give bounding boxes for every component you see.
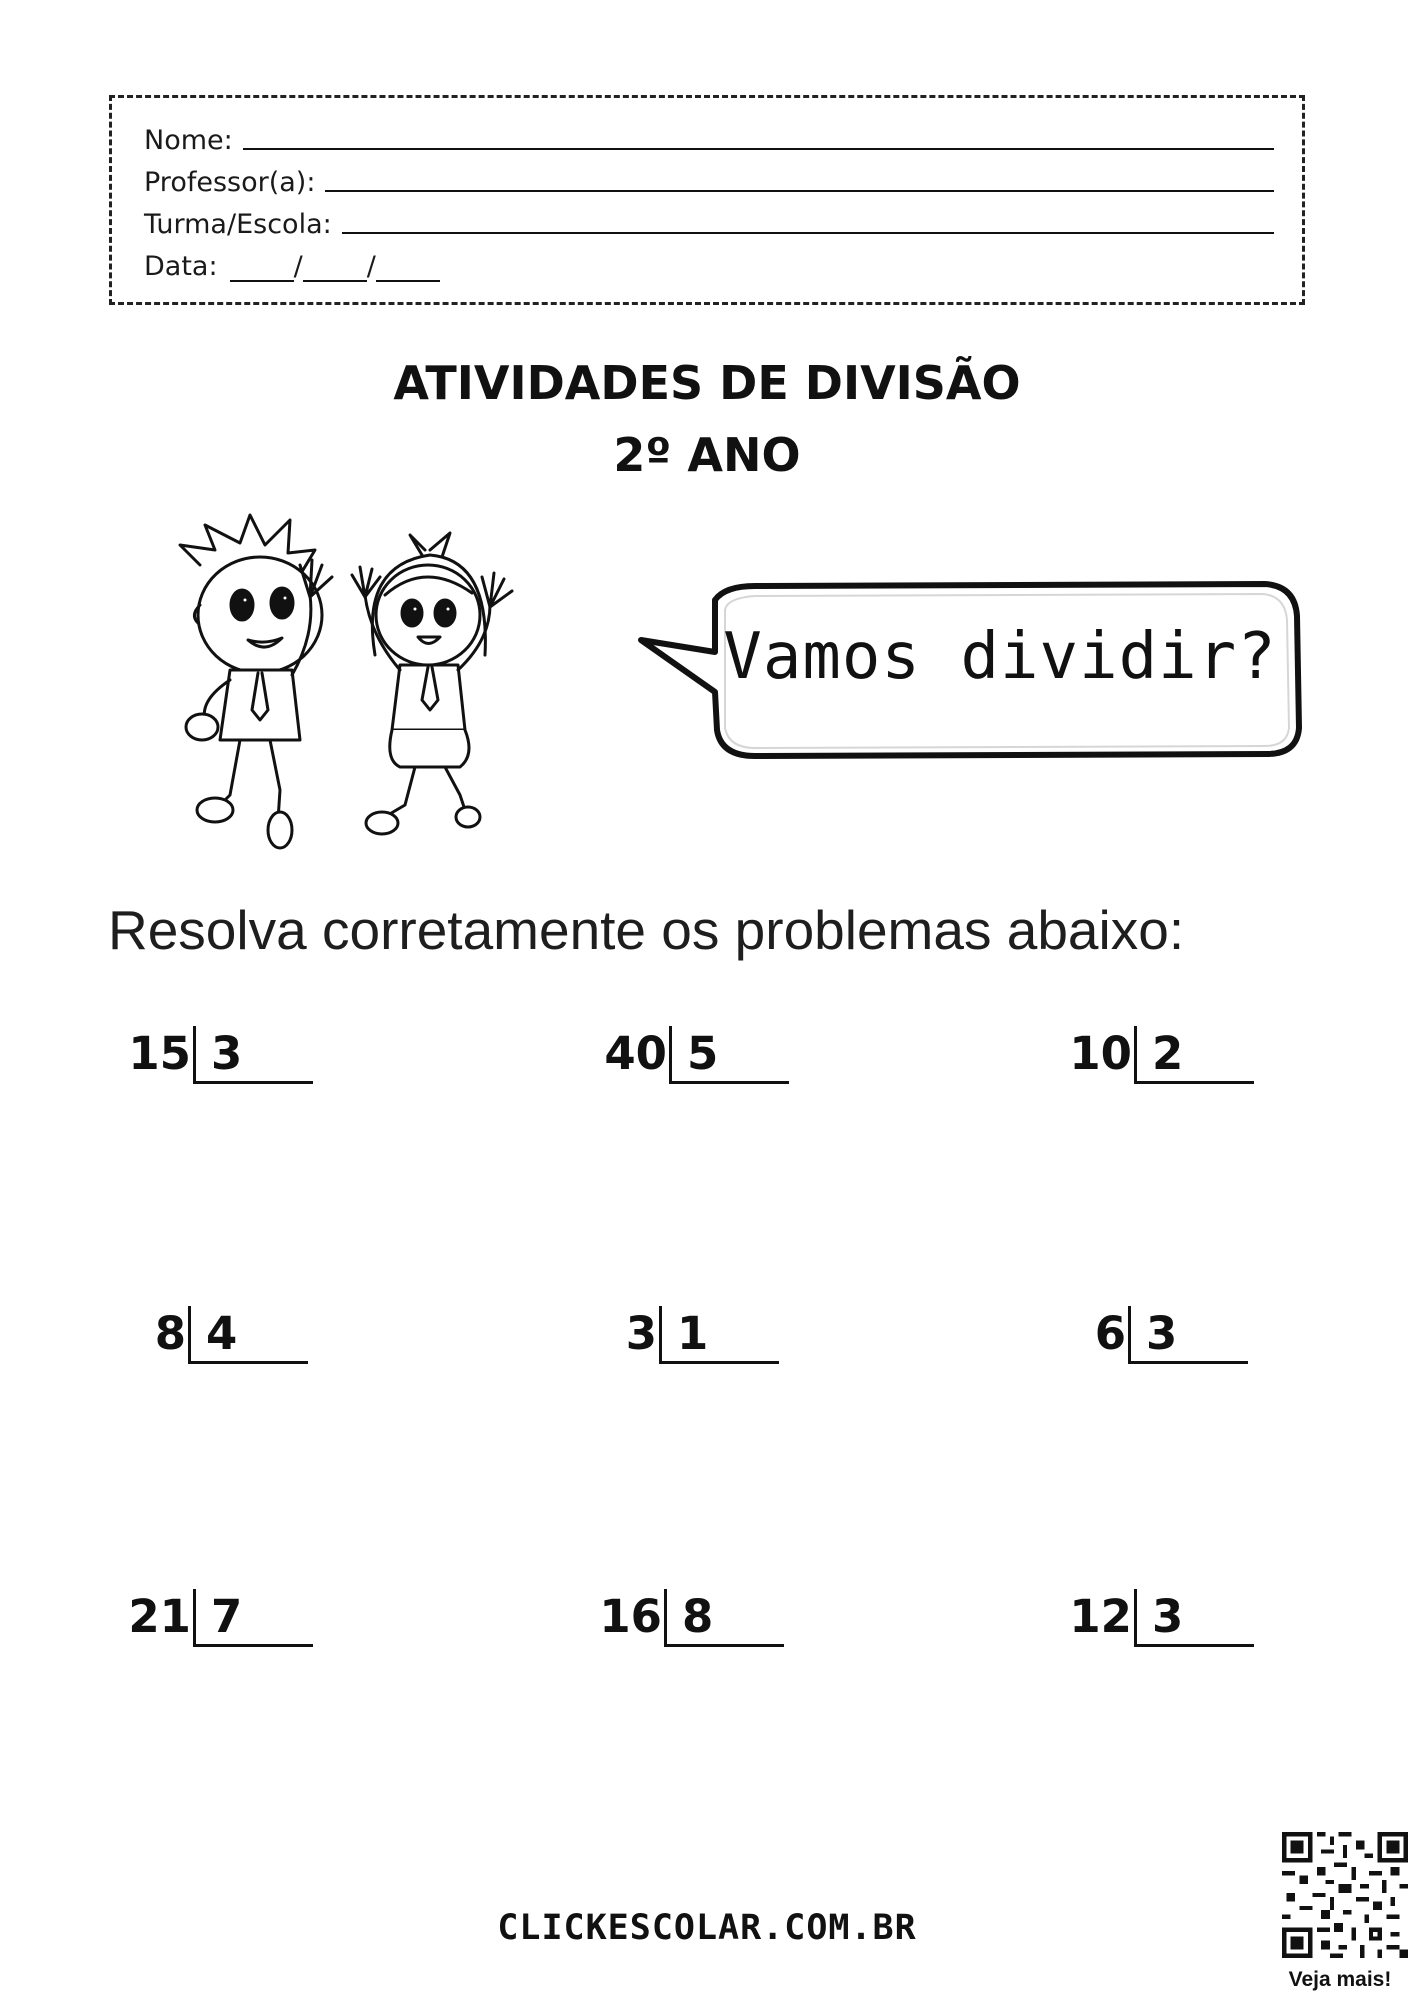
dividend: 3 [625, 1307, 657, 1360]
speech-bubble-text: Vamos dividir? [723, 620, 1277, 694]
kids-jumping-illustration [160, 505, 610, 850]
teacher-label: Professor(a): [144, 167, 316, 198]
dividend: 10 [1069, 1027, 1132, 1080]
divisor: 3 [211, 1027, 243, 1080]
qr-code-icon[interactable] [1282, 1832, 1408, 1958]
divisor: 3 [1146, 1307, 1178, 1360]
divisor: 7 [211, 1590, 243, 1643]
dividend: 16 [599, 1590, 662, 1643]
date-month-line[interactable] [303, 254, 367, 282]
teacher-field[interactable] [144, 158, 1274, 198]
divisor: 5 [687, 1027, 719, 1080]
date-slash: / [366, 251, 376, 282]
page-subtitle: 2º ANO [613, 428, 801, 482]
class-line[interactable] [342, 232, 1274, 234]
dividend: 15 [128, 1027, 191, 1080]
date-day-line[interactable] [230, 254, 294, 282]
date-field[interactable] [144, 242, 440, 282]
divisor: 3 [1152, 1590, 1184, 1643]
divisor: 4 [206, 1307, 238, 1360]
page-title: ATIVIDADES DE DIVISÃO [393, 356, 1021, 410]
name-label: Nome: [144, 125, 233, 156]
teacher-line[interactable] [325, 190, 1274, 192]
date-slash: / [293, 251, 303, 282]
class-label: Turma/Escola: [144, 209, 332, 240]
qr-caption: Veja mais! [1288, 1968, 1392, 1991]
divisor: 1 [677, 1307, 709, 1360]
class-field[interactable] [144, 200, 1274, 240]
divisor: 2 [1152, 1027, 1184, 1080]
divisor: 8 [682, 1590, 714, 1643]
footer-site-link[interactable]: CLICKESCOLAR.COM.BR [497, 1908, 917, 1948]
dividend: 21 [128, 1590, 191, 1643]
name-field[interactable] [144, 116, 1274, 156]
dividend: 8 [154, 1307, 186, 1360]
student-info-box [109, 95, 1305, 305]
dividend: 6 [1094, 1307, 1126, 1360]
name-line[interactable] [243, 148, 1274, 150]
date-year-line[interactable] [376, 254, 440, 282]
dividend: 40 [604, 1027, 667, 1080]
dividend: 12 [1069, 1590, 1132, 1643]
instruction-text: Resolva corretamente os problemas abaixo: [108, 899, 1185, 961]
date-label: Data: [144, 251, 218, 282]
